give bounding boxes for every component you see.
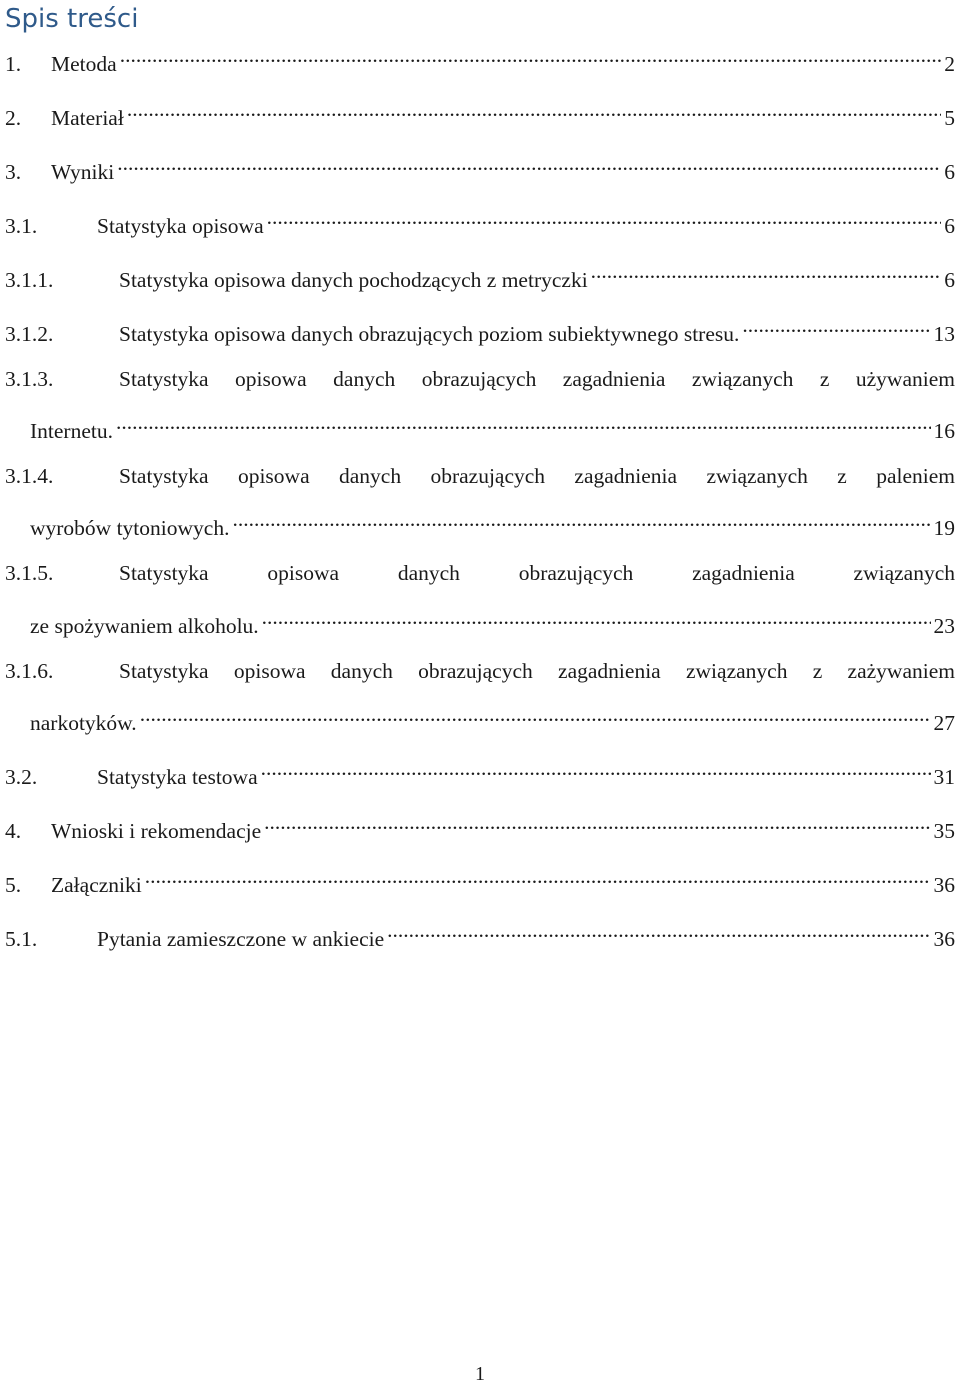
toc-entry-title: Materiał (51, 106, 124, 130)
toc-entry-wyniki[interactable] (5, 147, 955, 184)
toc-entry-number: 3.2. (5, 765, 38, 789)
toc-entry-title: Metoda (51, 52, 117, 76)
toc-entry-page: 5 (944, 106, 955, 130)
toc-leader-dots (120, 39, 942, 71)
toc-entry-title: Statystyka opisowa (97, 214, 264, 238)
toc-entry-internet[interactable] (5, 363, 955, 395)
toc-entry-alkohol-continuation[interactable] (30, 601, 955, 638)
toc-entry-material[interactable] (5, 93, 955, 130)
toc-entry-number: 3.1.1. (5, 268, 54, 292)
toc-leader-dots (117, 147, 941, 179)
toc-entry-page: 36 (933, 927, 955, 951)
toc-entry-wnioski[interactable] (5, 806, 955, 843)
toc-entry-number: 2. (5, 106, 22, 130)
toc-heading: Spis treści (5, 4, 139, 34)
toc-entry-title: Wyniki (51, 160, 115, 184)
toc-entry-narkotyki[interactable] (5, 655, 955, 687)
toc-entry-title: Załączniki (51, 873, 142, 897)
toc-entry-zalaczniki[interactable] (5, 860, 955, 897)
toc-leader-dots (127, 93, 941, 125)
toc-entry-title-continuation: Internetu. (30, 419, 113, 443)
toc-entry-metoda[interactable] (5, 39, 955, 76)
toc-entry-number: 3.1.5. (5, 561, 54, 585)
toc-leader-dots (261, 752, 931, 784)
toc-leader-dots (591, 255, 942, 287)
toc-entry-title: Statystyka testowa (97, 765, 258, 789)
toc-leader-dots (145, 860, 931, 892)
toc-leader-dots (262, 601, 931, 633)
toc-entry-page: 19 (933, 516, 955, 540)
toc-entry-statystyka-testowa[interactable] (5, 752, 955, 789)
toc-leader-dots (387, 914, 930, 946)
toc-entry-page: 35 (933, 819, 955, 843)
toc-entry-page: 27 (933, 711, 955, 735)
toc-entry-number: 3.1.3. (5, 367, 54, 391)
toc-entry-tyton-continuation[interactable] (30, 503, 955, 540)
toc-leader-dots (232, 503, 930, 535)
toc-entry-number: 5. (5, 873, 22, 897)
toc-leader-dots (264, 806, 930, 838)
toc-leader-dots (742, 309, 930, 341)
toc-entry-title: Statystyka opisowa danych pochodzących z metryczki (119, 268, 588, 292)
toc-entry-number: 3.1.6. (5, 659, 54, 683)
toc-leader-dots (267, 201, 942, 233)
toc-entry-alkohol[interactable] (5, 557, 955, 589)
toc-entry-metryczka[interactable] (5, 255, 955, 292)
toc-entry-number: 3. (5, 160, 22, 184)
toc-entry-number: 4. (5, 819, 22, 843)
toc-entry-number: 3.1.2. (5, 322, 54, 346)
toc-entry-page: 6 (944, 214, 955, 238)
toc-entry-statystyka-opisowa[interactable] (5, 201, 955, 238)
toc-entry-title: Wnioski i rekomendacje (51, 819, 262, 843)
toc-entry-number: 3.1.4. (5, 464, 54, 488)
toc-entry-number: 1. (5, 52, 22, 76)
toc-entry-page: 2 (944, 52, 955, 76)
toc-entry-page: 23 (933, 614, 955, 638)
toc-entry-page: 13 (933, 322, 955, 346)
toc-entry-title: Statystyka opisowa danych obrazujących zagadnienia związanych (119, 561, 955, 585)
toc-entry-stres[interactable] (5, 309, 955, 346)
toc-entry-page: 36 (933, 873, 955, 897)
toc-entry-number: 5.1. (5, 927, 38, 951)
toc-entry-title-continuation: wyrobów tytoniowych. (30, 516, 230, 540)
toc-entry-title-continuation: narkotyków. (30, 711, 137, 735)
toc-entry-title: Statystyka opisowa danych obrazujących zagadnienia związanych z używaniem (119, 367, 955, 391)
toc-entry-page: 16 (933, 419, 955, 443)
toc-entry-page: 6 (944, 160, 955, 184)
toc-entry-title-continuation: ze spożywaniem alkoholu. (30, 614, 259, 638)
toc-entry-pytania[interactable] (5, 914, 955, 951)
toc-leader-dots (116, 406, 931, 438)
toc-entry-number: 3.1. (5, 214, 38, 238)
toc-leader-dots (140, 698, 931, 730)
toc-entry-tyton[interactable] (5, 460, 955, 492)
toc-entry-page: 6 (944, 268, 955, 292)
toc-entry-title: Statystyka opisowa danych obrazujących zagadnienia związanych z paleniem (119, 464, 955, 488)
toc-entry-title: Pytania zamieszczone w ankiecie (97, 927, 385, 951)
page-number: 1 (475, 1363, 485, 1385)
toc-entry-title: Statystyka opisowa danych obrazujących poziom subiektywnego stresu. (119, 322, 740, 346)
toc-entry-narkotyki-continuation[interactable] (30, 698, 955, 735)
toc-entry-internet-continuation[interactable] (30, 406, 955, 443)
toc-entry-title: Statystyka opisowa danych obrazujących zagadnienia związanych z zażywaniem (119, 659, 955, 683)
toc-entry-page: 31 (933, 765, 955, 789)
